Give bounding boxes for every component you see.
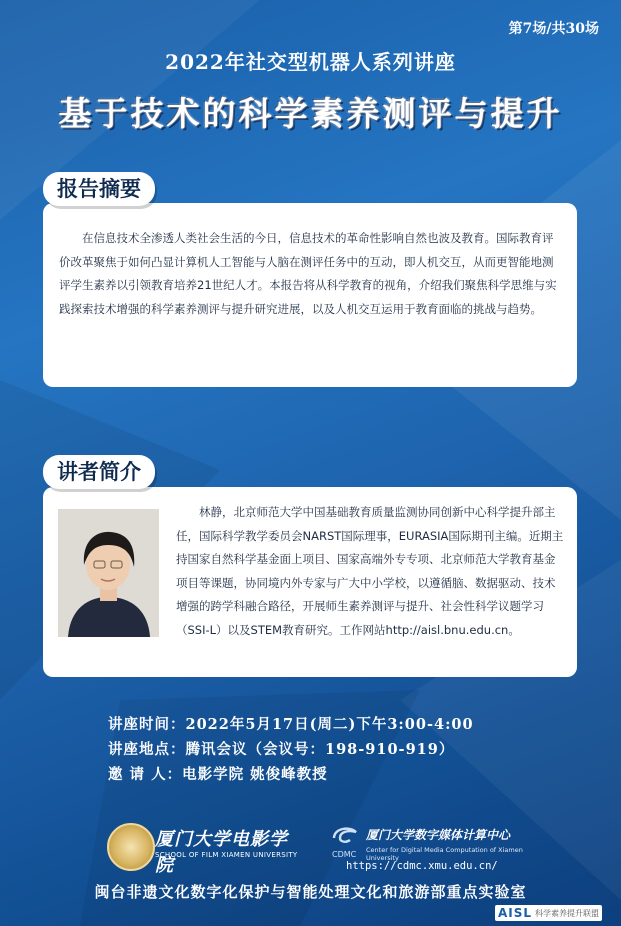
place-value: 腾讯会议（会议号：198-910-919） (185, 741, 455, 758)
lecture-time (108, 713, 474, 734)
speaker-photo (58, 509, 159, 637)
aisl-badge (495, 905, 602, 921)
place-label: 讲座地点： (108, 741, 186, 758)
lecture-title: 基于技术的科学素养测评与提升 (58, 94, 563, 133)
cdmc-swirl-icon (330, 824, 360, 846)
aisl-abbr: AISL (498, 906, 533, 920)
speaker-label: 讲者简介 (43, 455, 155, 489)
film-school-logo (107, 823, 303, 876)
speaker-card (43, 487, 577, 677)
lecture-host (108, 763, 328, 784)
host-value: 电影学院 姚俊峰教授 (182, 766, 328, 783)
lecture-place (108, 738, 454, 759)
aisl-subtitle: 科学素养提升联盟 (535, 908, 600, 918)
abstract-label: 报告摘要 (43, 172, 155, 206)
film-school-name: 厦门大学电影学院 (155, 829, 288, 876)
speaker-bio: 林静，北京师范大学中国基础教育质量监测协同创新中心科学提升部主任，国际科学教学委员会NARST国际理事，EURASIA国际期刊主编。近期主持国家自然科学基金面上项目、国家高端外专专项、北京师范大学教育基金项目等课题，协同境内外专家与广大中小学校，以遵循脑、数据驱动、技术增强的跨学科融合路径，开展师生素养测评与提升、社会性科学议题学习（SSI-L）以及STEM教育研究。工作网站http://aisl.bnu.edu.cn。 (176, 505, 564, 637)
abstract-text: 在信息技术全渗透人类社会生活的今日，信息技术的革命性影响自然也波及教育。国际教育评价改革聚焦于如何凸显计算机人工智能与人脑在测评任务中的互动，即人机交互，从而更智能地测评学生素养以引领教育培养21世纪人才。本报告将从科学教育的视角，介绍我们聚焦科学思维与实践探索技术增强的科学素养测评与提升研究进展，以及人机交互运用于教育面临的挑战与趋势。 (59, 231, 557, 316)
abstract-card (43, 203, 577, 387)
footer-lab-name: 闽台非遗文化数字化保护与智能处理文化和旅游部重点实验室 (94, 883, 527, 901)
series-title: 2022年社交型机器人系列讲座 (165, 50, 456, 74)
film-school-english: SCHOOL OF FILM XIAMEN UNIVERSITY (155, 851, 298, 859)
cdmc-abbr: CDMC (332, 850, 357, 859)
speaker-portrait-icon (58, 509, 159, 637)
cdmc-english: Center for Digital Media Computation of Xiamen University (366, 846, 523, 862)
session-count: 第7场/共30场 (508, 21, 599, 37)
film-school-seal-icon (107, 823, 155, 871)
time-value: 2022年5月17日(周二)下午3:00-4:00 (185, 716, 474, 733)
time-label: 讲座时间： (108, 716, 186, 733)
cdmc-url: https://cdmc.xmu.edu.cn/ (346, 860, 498, 872)
cdmc-name: 厦门大学数字媒体计算中心 (366, 828, 511, 842)
host-label: 邀 请 人： (108, 766, 183, 783)
